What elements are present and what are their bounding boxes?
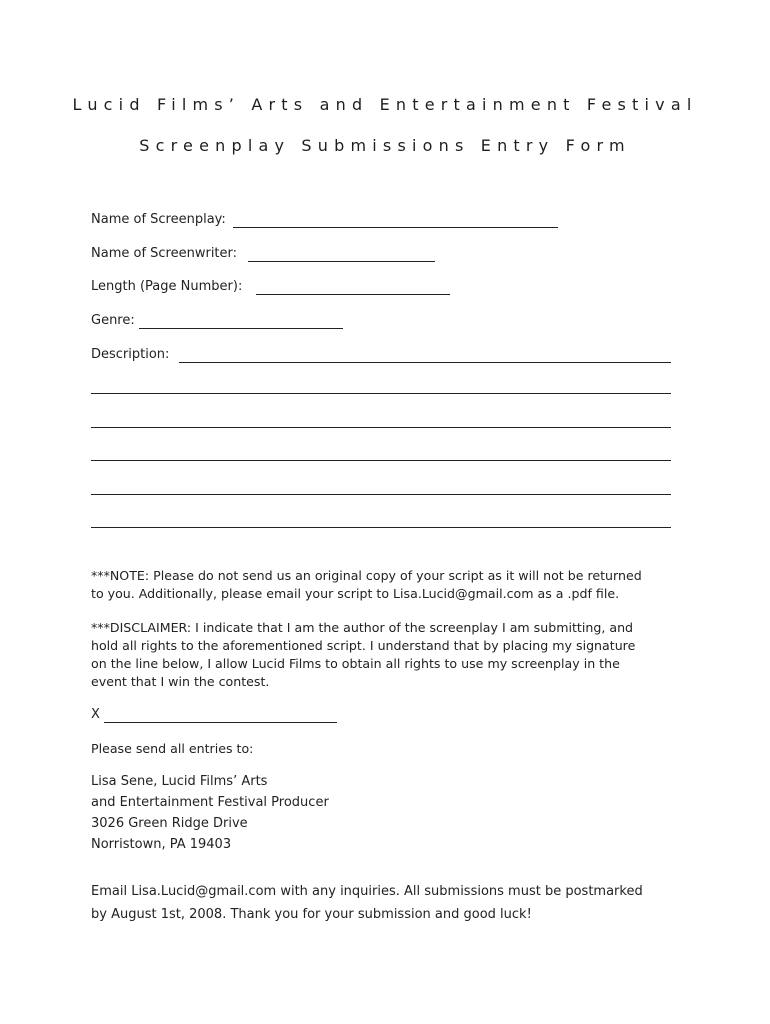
- screenplay-name-label: Name of Screenplay:: [91, 212, 226, 227]
- note-paragraph: [91, 567, 681, 603]
- description-line-3[interactable]: [91, 427, 671, 428]
- screenwriter-name-input-line[interactable]: [248, 261, 435, 262]
- address-line: Lisa Sene, Lucid Films’ Arts: [91, 774, 268, 789]
- genre-field: [91, 312, 135, 330]
- length-field: [91, 278, 242, 296]
- address-line: and Entertainment Festival Producer: [91, 795, 329, 810]
- length-label: Length (Page Number):: [91, 279, 243, 294]
- disclaimer-line: hold all rights to the aforementioned script. I understand that by placing my signature: [91, 638, 636, 653]
- genre-input-line[interactable]: [139, 328, 343, 329]
- disclaimer-line: ***DISCLAIMER: I indicate that I am the author of the screenplay I am submitting, and: [91, 620, 634, 635]
- signature-field: [91, 706, 100, 724]
- footer-line: by August 1st, 2008. Thank you for your submission and good luck!: [91, 907, 532, 922]
- mailing-address: [91, 771, 681, 855]
- screenwriter-name-field: [91, 245, 237, 263]
- description-line-5[interactable]: [91, 494, 671, 495]
- festival-title: Lucid Films’ Arts and Entertainment Festival: [72, 95, 698, 114]
- address-line: Norristown, PA 19403: [91, 837, 232, 852]
- screenwriter-name-label: Name of Screenwriter:: [91, 246, 238, 261]
- description-line-6[interactable]: [91, 527, 671, 528]
- address-line: 3026 Green Ridge Drive: [91, 816, 248, 831]
- note-line: ***NOTE: Please do not send us an original copy of your script as it will not be returned: [91, 568, 642, 583]
- length-input-line[interactable]: [256, 294, 450, 295]
- send-to-heading-block: [91, 740, 681, 758]
- footer-line: Email Lisa.Lucid@gmail.com with any inquiries. All submissions must be postmarked: [91, 884, 643, 899]
- screenplay-name-field: [91, 211, 226, 229]
- disclaimer-line: event that I win the contest.: [91, 674, 270, 689]
- description-label: Description:: [91, 347, 170, 362]
- signature-mark: X: [91, 707, 100, 722]
- description-line-4[interactable]: [91, 460, 671, 461]
- description-line-2[interactable]: [91, 393, 671, 394]
- description-field: [91, 346, 169, 364]
- form-title: Screenplay Submissions Entry Form: [139, 136, 631, 155]
- genre-label: Genre:: [91, 313, 135, 328]
- description-input-line[interactable]: [179, 362, 671, 363]
- disclaimer-paragraph: [91, 619, 681, 691]
- footer-paragraph: [91, 880, 681, 926]
- send-to-heading: Please send all entries to:: [91, 741, 254, 756]
- signature-input-line[interactable]: [104, 722, 337, 723]
- disclaimer-line: on the line below, I allow Lucid Films to obtain all rights to use my screenplay in the: [91, 656, 620, 671]
- screenplay-name-input-line[interactable]: [233, 227, 558, 228]
- note-line: to you. Additionally, please email your script to Lisa.Lucid@gmail.com as a .pdf file.: [91, 586, 620, 601]
